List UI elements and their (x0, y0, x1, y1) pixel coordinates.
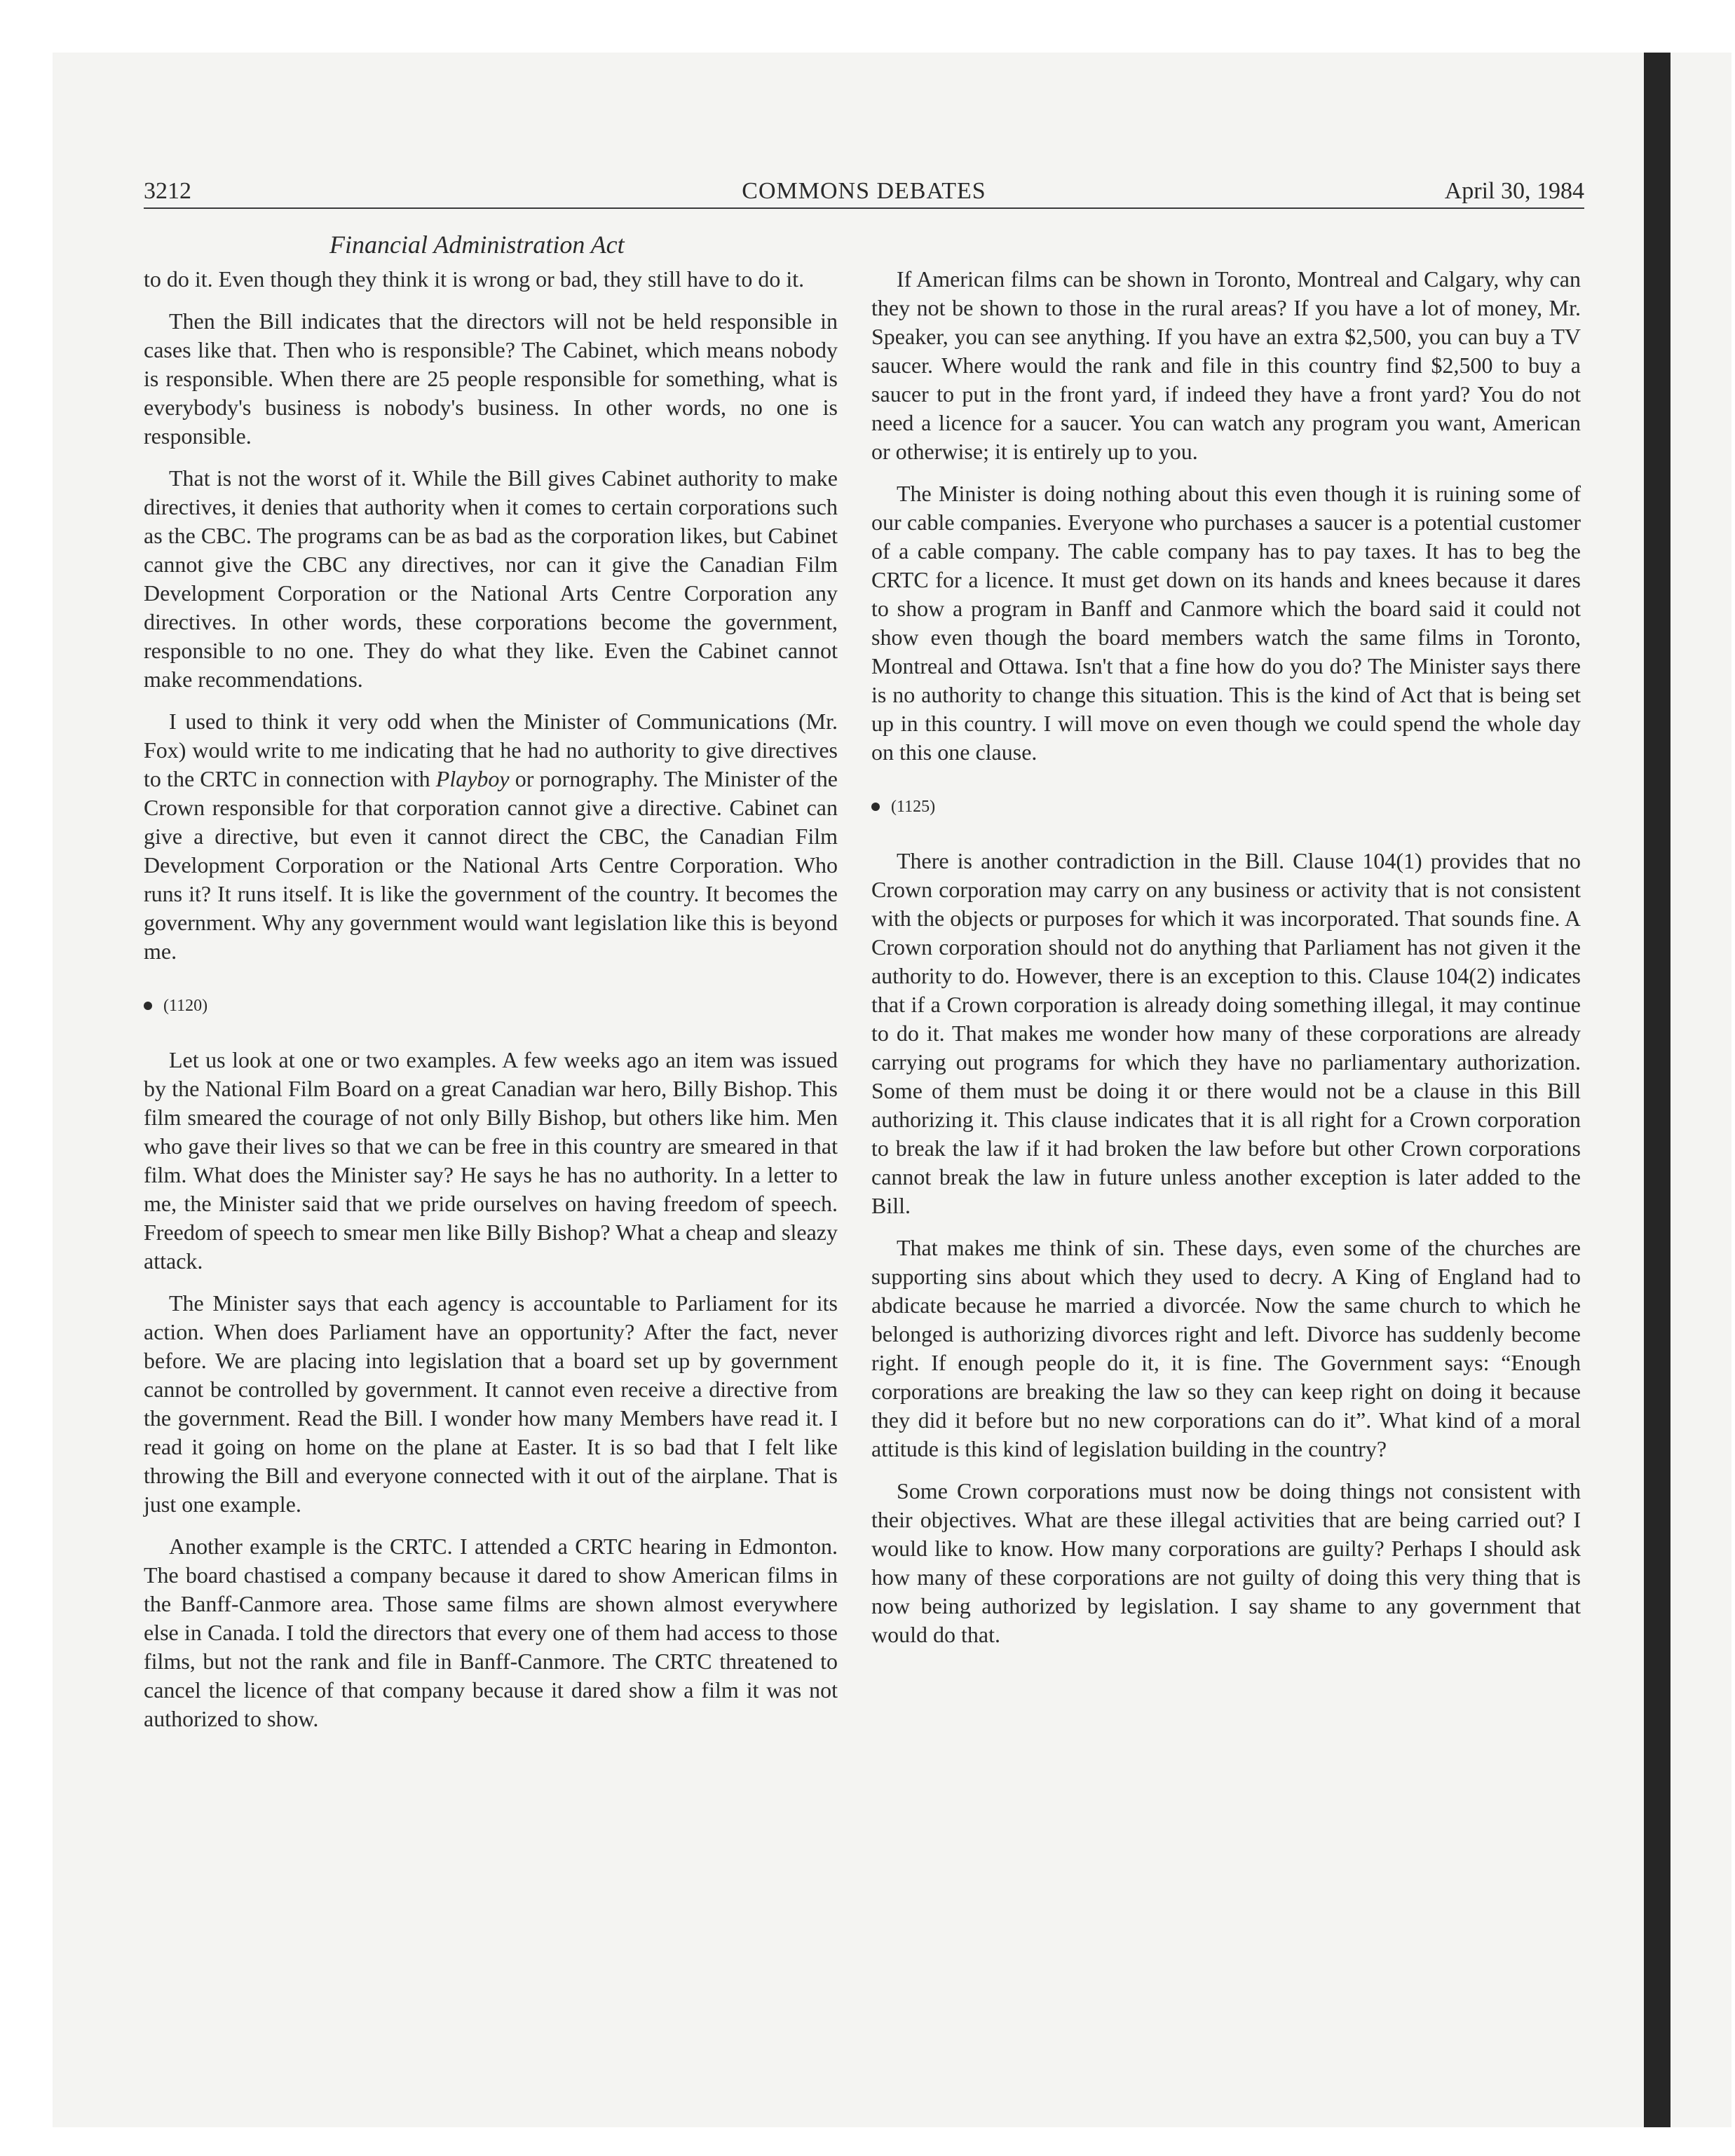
paragraph-text: or pornography. The Minister of the Crown responsible for that corporation cannot give a directive. Cabinet can give a directive, but even it cannot direct the CBC, the Canadian Film Development Corporation or the National Arts Centre Corporation. Who runs it? It runs itself. It is like the government of the country. It becomes the government. Why any government would want legislation like this is beyond me. (144, 766, 838, 964)
bullet-icon (144, 1002, 152, 1010)
paragraph: If American films can be shown in Toronto, Montreal and Calgary, why can they not be shown to those in the rural areas? If you have a lot of money, Mr. Speaker, you can see anything. If you have an extra $2,500, you can buy a TV saucer. Where would the rank and file in this country find $2,500 to buy a saucer to put in the front yard, if indeed they have a front yard? You do not need a licence for a saucer. You can watch any program you want, American or otherwise; it is entirely up to you. (871, 266, 1581, 464)
paragraph: That makes me think of sin. These days, even some of the churches are supporting sins about which they used to decry. A King of England had to abdicate because he married a divorcée. Now the same church to which he belonged is authorizing divorces right and left. Divorce has suddenly become right. If enough people do it, it is fine. The Government says: “Enough corporations are breaking the law so they can keep right on doing it because they did it before but no new corporations can do it”. What kind of a moral attitude is this kind of legislation building in the country? (871, 1235, 1581, 1461)
journal-title: COMMONS DEBATES (742, 178, 986, 204)
bullet-icon (871, 803, 880, 811)
time-marker (871, 796, 1581, 817)
paragraph: There is another contradiction in the Bill. Clause 104(1) provides that no Crown corporation may carry on any business or activity that is not consistent with the objects or purposes for which it was incorporated. That sounds fine. A Crown corporation should not do anything that Parliament has not given it the authority to do. However, there is an exception to this. Clause 104(2) indicates that if a Crown corporation is already doing something illegal, it may continue to do it. That makes me wonder how many of these corporations are already carrying out programs for which they have no parliamentary authorization. Some of them must be doing it or there would not be a clause in this Bill authorizing it. This clause indicates that it is all right for a Crown corporation to break the law if it had broken the law before but other Crown corporations cannot break the law in future unless another exception is later added to the Bill. (871, 848, 1581, 1218)
time-marker (144, 995, 838, 1016)
paragraph: That is not the worst of it. While the Bill gives Cabinet authority to make directives, it denies that authority when it comes to certain corporations such as the CBC. The programs can be as bad as the corporation likes, but Cabinet cannot give the CBC any directives, nor can it give the Canadian Film Development Corporation or the National Arts Centre Corporation any directives. In other words, these corporations become the government, responsible to no one. They do what they like. Even the Cabinet cannot make recommendations. (144, 465, 838, 692)
publication-date: April 30, 1984 (1444, 178, 1584, 204)
left-column (144, 265, 838, 1747)
right-column (871, 265, 1581, 1663)
paragraph: The Minister is doing nothing about this even though it is ruining some of our cable companies. Everyone who purchases a saucer is a potential customer of a cable company. The cable company has to pay taxes. It has to beg the CRTC for a licence. It must get down on its hands and knees because it dares to show a program in Banff and Canmore which the board said it could not show even though the board members watch the same films in Toronto, Montreal and Ottawa. Isn't that a fine how do you do? The Minister says there is no authority to change this situation. This is the kind of Act that is being set up in this country. I will move on even though we could spend the whole day on this one clause. (871, 481, 1581, 765)
paragraph: Another example is the CRTC. I attended a CRTC hearing in Edmonton. The board chastised a company because it dared to show American films in the Banff-Canmore area. Those same films are shown almost everywhere else in Canada. I told the directors that every one of them had access to those films, but not the rank and file in Banff-Canmore. The CRTC threatened to cancel the licence of that company because it dared show a film it was not authorized to show. (144, 1534, 838, 1731)
time-marker-label: (1125) (891, 798, 936, 816)
paragraph: The Minister says that each agency is accountable to Parliament for its action. When does Parliament have an opportunity? After the fact, never before. We are placing into legislation that a board set up by government cannot be controlled by government. It cannot even receive a directive from the government. Read the Bill. I wonder how many Members have read it. I read it going on home on the plane at Easter. It is so bad that I felt like throwing the Bill and everyone connected with it out of the airplane. That is just one example. (144, 1290, 838, 1517)
section-title: Financial Administration Act (329, 231, 625, 259)
binding-edge (1644, 53, 1671, 2127)
time-marker-label: (1120) (163, 997, 208, 1015)
paragraph-text: I used to think it very odd when the Minister of Communications (Mr. Fox) would write to me indicating that he had no authority to give directives to the CRTC in connection with (144, 709, 838, 791)
paragraph: Some Crown corporations must now be doing things not consistent with their objectives. What are these illegal activities that are being carried out? I would like to know. How many corporations are guilty? Perhaps I should ask how many of these corporations are not guilty of doing this very thing that is now being authorized by legislation. I say shame to any government that would do that. (871, 1478, 1581, 1647)
paragraph: Then the Bill indicates that the directors will not be held responsible in cases like that. Then who is responsible? The Cabinet, which means nobody is responsible. When there are 25 people responsible for something, what is everybody's business is nobody's business. In other words, no one is responsible. (144, 308, 838, 449)
paragraph (144, 707, 838, 966)
paragraph: Let us look at one or two examples. A few weeks ago an item was issued by the National Film Board on a great Canadian war hero, Billy Bishop. This film smeared the courage of not only Billy Bishop, but others like him. Men who gave their lives so that we can be free in this country are smeared in that film. What does the Minister say? He says he has no authority. In a letter to me, the Minister said that we pride ourselves on having freedom of speech. Freedom of speech to smear men like Billy Bishop? What a cheap and sleazy attack. (144, 1047, 838, 1274)
page-number: 3212 (144, 178, 191, 204)
page-header (144, 175, 1584, 209)
paragraph: to do it. Even though they think it is wrong or bad, they still have to do it. (144, 266, 805, 292)
italic-title: Playboy (435, 766, 510, 791)
